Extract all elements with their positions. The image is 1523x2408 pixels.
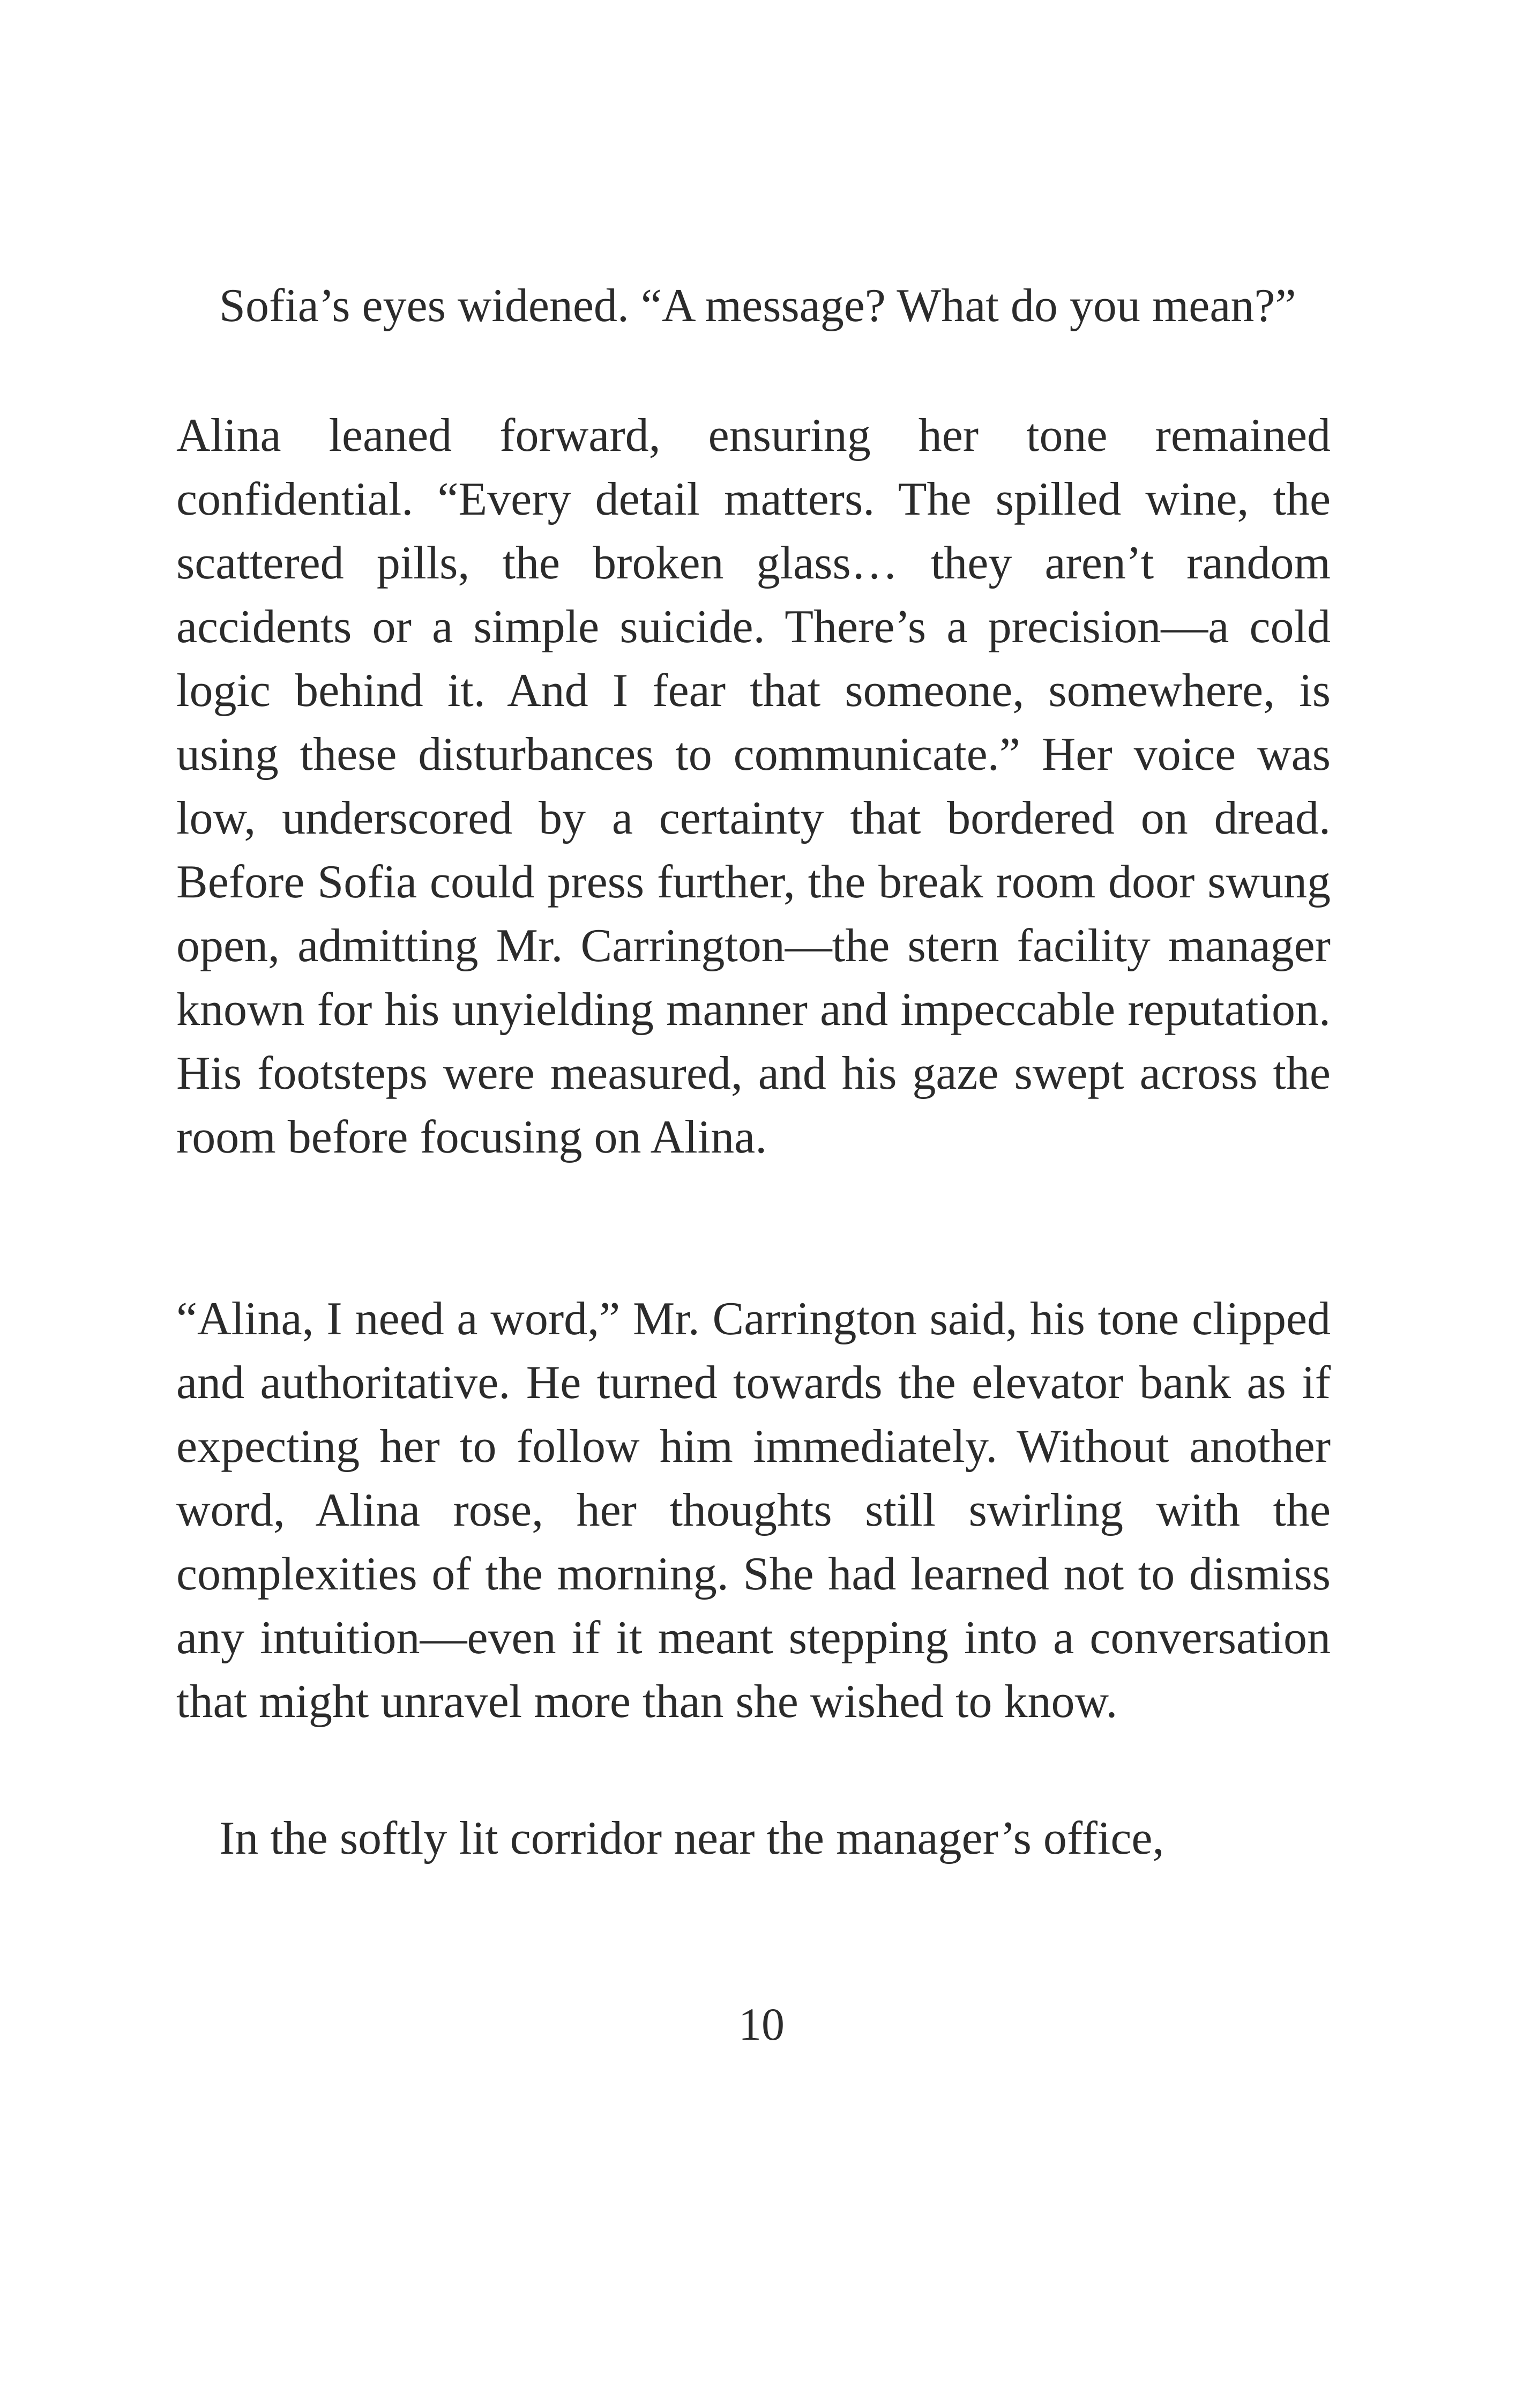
body-paragraph: Alina leaned forward, ensuring her tone remained confidential. “Every detail matters. The spilled wine, the scattered pills, the broken glass… they aren’t random accidents or a simple suicide. There’s a precision—a cold logic behind it. And I fear that someone, somewhere, is using these disturbances to communicate.” Her voice was low, underscored by a certainty that bordered on dread. Before Sofia could press further, the break room door swung open, admitting Mr. Carrington—the stern facility manager known for his unyielding manner and impeccable reputation. His footsteps were measured, and his gaze swept across the room before focusing on Alina.	[176, 410, 1331, 1163]
body-paragraph: In the softly lit corridor near the manager’s office,	[219, 1812, 1164, 1864]
page-number: 10	[738, 1998, 785, 2050]
dialogue-paragraph: Sofia’s eyes widened. “A message? What do you mean?”	[219, 280, 1296, 332]
body-paragraph: “Alina, I need a word,” Mr. Carrington said, his tone clipped and authoritative. He turned towards the elevator bank as if expecting her to follow him immediately. Without another word, Alina rose, her thoughts still swirling with the complexities of the morning. She had learned not to dismiss any intuition—even if it meant stepping into a conversation that might unravel more than she wished to know.	[176, 1293, 1331, 1728]
